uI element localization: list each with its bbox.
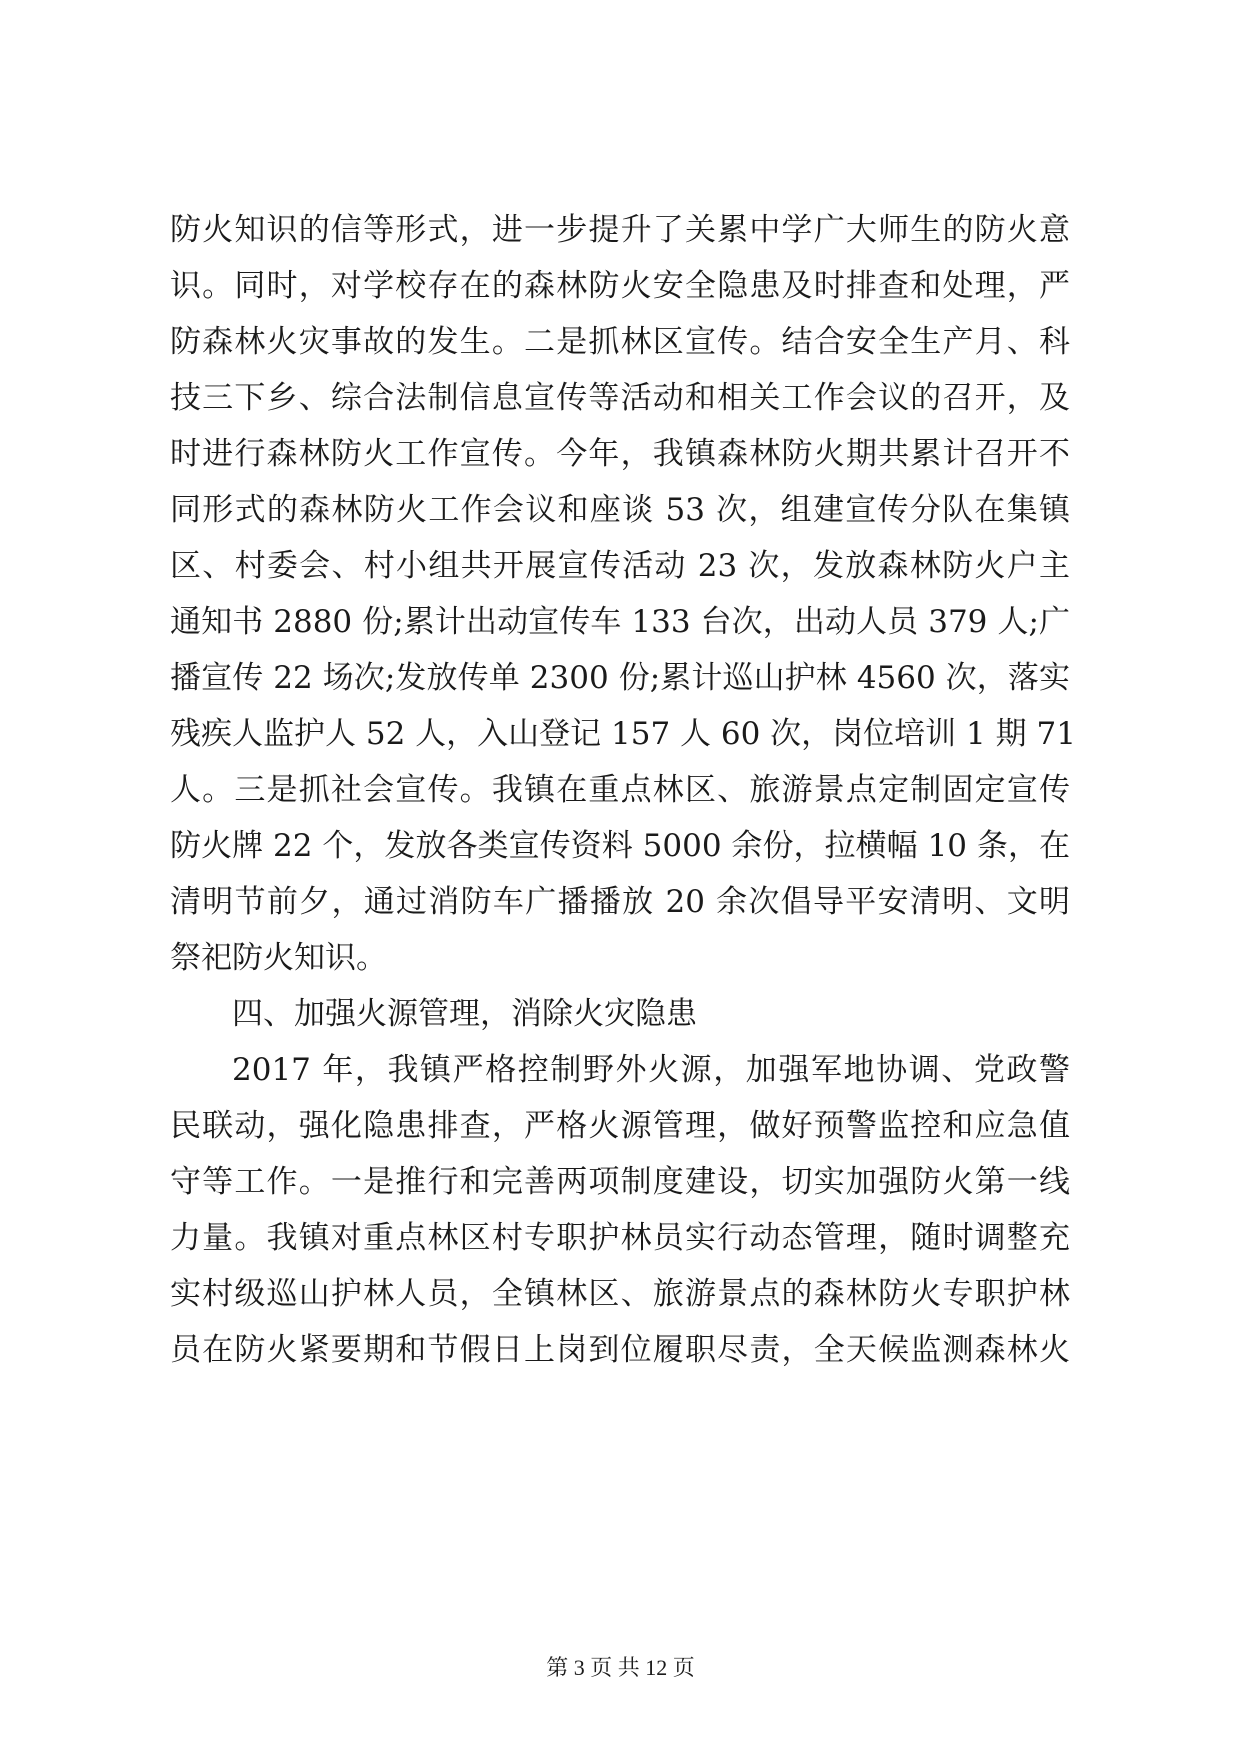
body-text-line: 识。同时，对学校存在的森林防火安全隐患及时排查和处理，严 [170,268,1070,304]
body-text-line: 民联动，强化隐患排查，严格火源管理，做好预警监控和应急值 [170,1108,1070,1144]
body-text-line: 通知书 2880 份;累计出动宣传车 133 台次，出动人员 379 人;广 [170,604,1070,640]
section-heading: 四、加强火源管理，消除火灾隐患 [232,996,697,1032]
body-text-line: 2017 年，我镇严格控制野外火源，加强军地协调、党政警 [232,1052,1070,1088]
body-text-line: 力量。我镇对重点林区村专职护林员实行动态管理，随时调整充 [170,1220,1070,1256]
body-text-line: 清明节前夕，通过消防车广播播放 20 余次倡导平安清明、文明 [170,884,1070,920]
body-text-line: 时进行森林防火工作宣传。今年，我镇森林防火期共累计召开不 [170,436,1070,472]
body-text-line: 祭祀防火知识。 [170,940,387,976]
body-text-line: 防火知识的信等形式，进一步提升了关累中学广大师生的防火意 [170,212,1070,248]
body-text-line: 播宣传 22 场次;发放传单 2300 份;累计巡山护林 4560 次，落实 [170,660,1070,696]
body-text-line: 守等工作。一是推行和完善两项制度建设，切实加强防火第一线 [170,1164,1070,1200]
body-text-line: 防森林火灾事故的发生。二是抓林区宣传。结合安全生产月、科 [170,324,1070,360]
page-number-footer: 第 3 页 共 12 页 [546,1655,695,1680]
body-text-line: 人。三是抓社会宣传。我镇在重点林区、旅游景点定制固定宣传 [170,772,1070,808]
body-text-line: 残疾人监护人 52 人，入山登记 157 人 60 次，岗位培训 1 期 71 [170,716,1076,752]
body-text-line: 同形式的森林防火工作会议和座谈 53 次，组建宣传分队在集镇 [170,492,1070,528]
body-text-line: 员在防火紧要期和节假日上岗到位履职尽责，全天候监测森林火 [170,1332,1070,1368]
body-text-line: 技三下乡、综合法制信息宣传等活动和相关工作会议的召开，及 [170,380,1070,416]
body-text-line: 区、村委会、村小组共开展宣传活动 23 次，发放森林防火户主 [170,548,1070,584]
body-text-line: 实村级巡山护林人员，全镇林区、旅游景点的森林防火专职护林 [170,1276,1070,1312]
body-text-line: 防火牌 22 个，发放各类宣传资料 5000 余份，拉横幅 10 条，在 [170,828,1070,864]
